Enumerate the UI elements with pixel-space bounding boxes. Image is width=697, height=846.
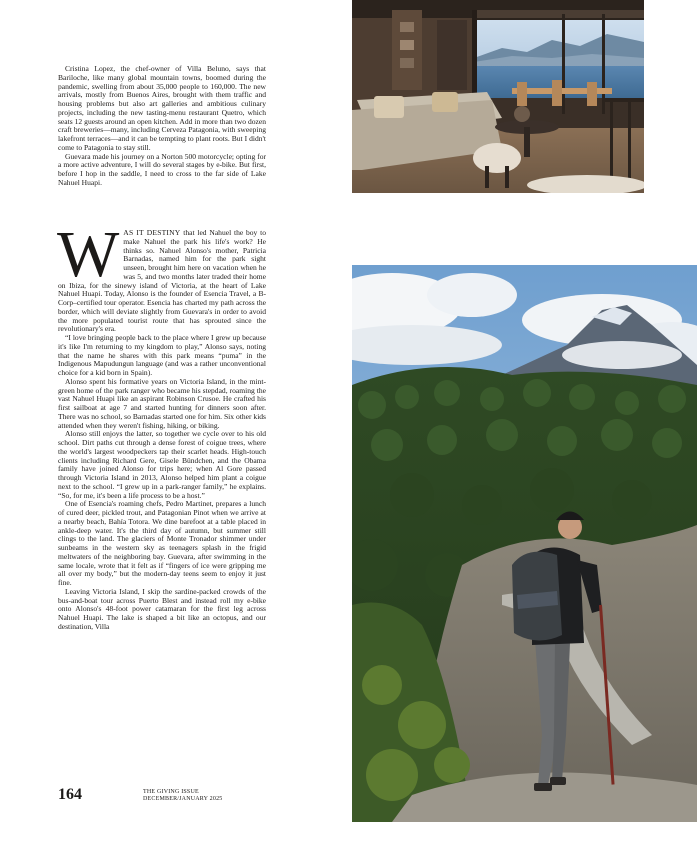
body-paragraph: One of Esencia's roaming chefs, Pedro Martinet, prepares a lunch of cured deer, pickled trout, and Patagonian Pinot when we arrive at a nearby beach, Bahía Totora. We dine barefoot at a table placed in ankle-deep water. It's the third day of autumn, but summer still clings to the land. The glaciers of Monte Tronador shimmer under sunbeams in the western sky as teenagers splash in the frigid meltwaters of the neighboring bay. Guevara, after swimming in the same locale, wrote that it felt as if “fingers of ice were gripping me all over my body,” but the modern-day teens seem to enjoy it just fine. (58, 499, 266, 587)
lead-small-caps: AS IT DESTINY (123, 228, 181, 237)
body-paragraph: Cristina Lopez, the chef-owner of Villa Beluno, says that Bariloche, like many global mountain towns, boomed during the pandemic, swelling from about 35,000 people to 160,000. The new arrivals, mostly from Buenos Aires, brought with them traffic and housing problems but also art galleries and ambitious culinary projects, including the new tasting-menu restaurant Quetro, which seats 12 guests around an open kitchen. Add in more than two dozen craft breweries—many, including Cerveza Patagonia, with sweeping lakefront terraces—and it can be tempting to plant roots. But I didn't come to Patagonia to stay still. (58, 64, 266, 152)
hiker-mountain-photo (352, 265, 697, 822)
lead-text: that led Nahuel the boy to make Nahuel the park his life's work? He thinks so. Nahuel Alonso's mother, Patricia Barnadas, named him for the park sight unseen, brought him here on vacation when he was 5, and two months later traded their home on Ibiza, for the sinewy island of Victoria, at the heart of Lake Nahuel Huapi. Today, Alonso is the founder of Esencia Travel, a B-Corp–certified tour operator. Esencia has charted my path across the border, which will deviate slightly from Guevara's in order to avoid the more populated tourist route that has sprouted since the revolutionary's era. (58, 228, 266, 334)
issue-date: DECEMBER/JANUARY 2025 (143, 796, 223, 803)
body-paragraph: “I love bringing people back to the place where I grew up because it's like I'm returning to my kingdom to play,” Alonso says, noting that the name he shares with this park means “puma” in the Indigenous Mapudungun language (and was a rather unconventional choice for a kid born in Spain). (58, 333, 266, 377)
body-paragraph: Alonso spent his formative years on Victoria Island, in the mint-green home of the park ranger who became his stepdad, roaming the vast Nahuel Huapi like an aspirant Robinson Crusoe. He crafted his first sailboat at age 7 and started hunting for dinners soon after. There was no school, so Barnadas started one for him. Six other kids attended when they weren't fishing, hiking, or biking. (58, 376, 266, 430)
body-paragraph: Leaving Victoria Island, I skip the sardine-packed crowds of the bus-and-boat tour across Puerto Blest and instead roll my e-bike onto Alonso's 48-foot power catamaran for the first leg across Nahuel Huapi. The lake is shaped a bit like an octopus, and our destination, Villa (58, 586, 266, 631)
lodge-interior-photo (352, 0, 644, 193)
top-text-column (58, 65, 266, 188)
body-paragraph: Alonso still enjoys the latter, so together we cycle over to his old school. Dirt paths cut through a dense forest of coigue trees, where the world's largest woodpeckers tap their scarlet heads. High-touch clients including Richard Gere, Gisele Bündchen, and the Obama family have joined Alonso for trips here; when Al Gore passed through Victoria Island in 2013, Alonso helped him plant a coigue next to the school. “I grew up in a park-ranger family,” he explains. “So, for me, it's been a life process to be a host.” (58, 429, 266, 500)
lead-paragraph (57, 218, 266, 334)
drop-cap: W (57, 218, 120, 291)
issue-footer (143, 789, 222, 803)
issue-title: THE GIVING ISSUE (143, 789, 199, 795)
main-text-column (57, 218, 266, 632)
body-paragraph: Guevara made his journey on a Norton 500 motorcycle; opting for a more active adventure, I will do several stages by e-bike. But first, before I hop in the saddle, I need to cross to the far side of Lake Nahuel Huapi. (58, 151, 266, 187)
page-number: 164 (58, 786, 82, 803)
